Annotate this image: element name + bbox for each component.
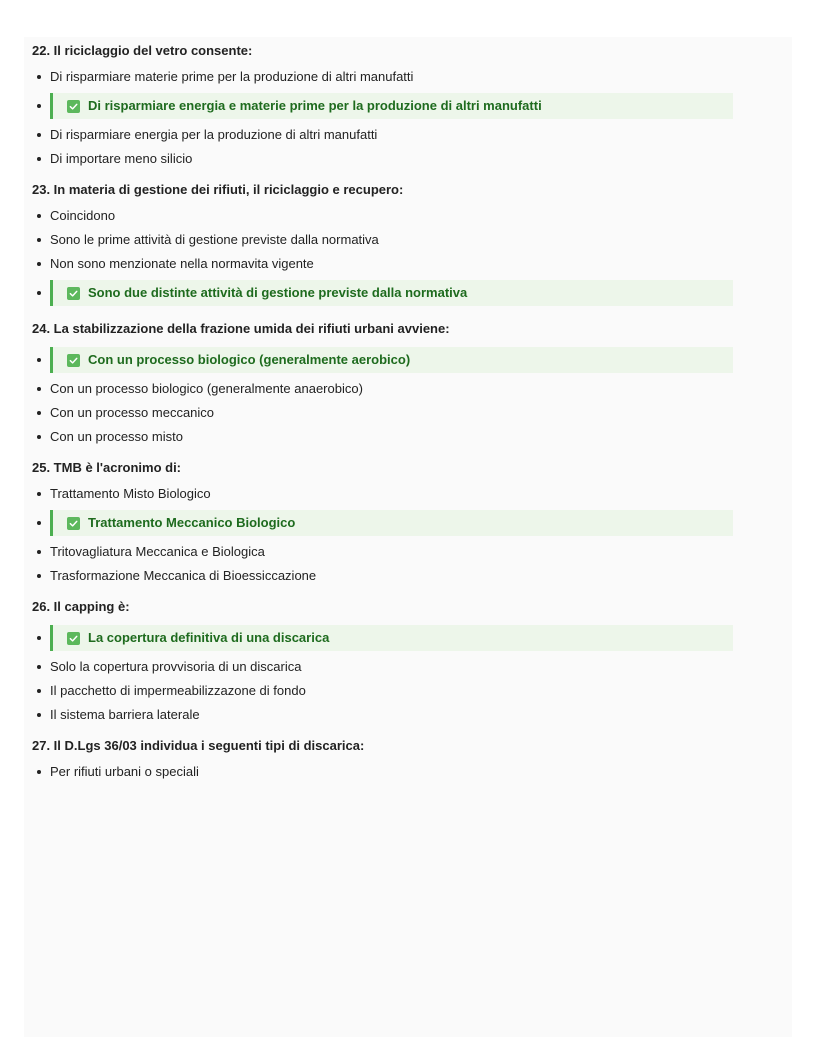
answer-text: Di risparmiare materie prime per la produzione di altri manufatti xyxy=(50,69,414,84)
answer-list xyxy=(32,625,784,723)
question-title: 25. TMB è l'acronimo di: xyxy=(32,460,182,475)
answer-item xyxy=(32,568,784,584)
correct-answer-text: La copertura definitiva di una discarica xyxy=(88,630,330,645)
answer-text: Il pacchetto di impermeabilizzazone di fondo xyxy=(50,683,306,698)
correct-answer-item xyxy=(32,280,784,306)
question-1 xyxy=(32,43,784,167)
correct-answer-item xyxy=(32,347,784,373)
answer-item xyxy=(32,707,784,723)
answer-text: Sono le prime attività di gestione previste dalla normativa xyxy=(50,232,379,247)
correct-answer-highlight xyxy=(50,280,733,306)
check-square-icon xyxy=(67,354,80,367)
answer-item xyxy=(32,544,784,560)
answer-text: Coincidono xyxy=(50,208,116,223)
answer-text: Tritovagliatura Meccanica e Biologica xyxy=(50,544,265,559)
correct-answer-text: Con un processo biologico (generalmente aerobico) xyxy=(88,352,411,367)
answer-list xyxy=(32,69,784,167)
question-title: 26. Il capping è: xyxy=(32,599,130,614)
answer-item xyxy=(32,151,784,167)
correct-answer-item xyxy=(32,93,784,119)
answer-text: Con un processo biologico (generalmente anaerobico) xyxy=(50,381,363,396)
answer-item xyxy=(32,659,784,675)
question-5 xyxy=(32,599,784,723)
correct-answer-text: Di risparmiare energia e materie prime per la produzione di altri manufatti xyxy=(88,98,542,113)
check-square-icon xyxy=(67,632,80,645)
answer-text: Trasformazione Meccanica di Bioessiccazione xyxy=(50,568,317,583)
answer-list xyxy=(32,347,784,445)
answer-list xyxy=(32,208,784,306)
answer-text: Per rifiuti urbani o speciali xyxy=(50,764,199,779)
correct-answer-highlight xyxy=(50,510,733,536)
answer-item xyxy=(32,208,784,224)
answer-item xyxy=(32,69,784,85)
question-2 xyxy=(32,182,784,306)
answer-item xyxy=(32,232,784,248)
answer-text: Con un processo meccanico xyxy=(50,405,215,420)
answer-item xyxy=(32,127,784,143)
answer-text: Trattamento Misto Biologico xyxy=(50,486,211,501)
answer-list xyxy=(32,764,784,780)
answer-text: Di risparmiare energia per la produzione di altri manufatti xyxy=(50,127,378,142)
question-4 xyxy=(32,460,784,584)
question-title: 27. Il D.Lgs 36/03 individua i seguenti tipi di discarica: xyxy=(32,738,365,753)
answer-item xyxy=(32,683,784,699)
answer-text: Con un processo misto xyxy=(50,429,183,444)
answer-list xyxy=(32,486,784,584)
answer-text: Solo la copertura provvisoria di un discarica xyxy=(50,659,302,674)
question-3 xyxy=(32,321,784,445)
answer-item xyxy=(32,256,784,272)
answer-text: Non sono menzionate nella normavita vigente xyxy=(50,256,314,271)
answer-item xyxy=(32,405,784,421)
answer-item xyxy=(32,486,784,502)
correct-answer-highlight xyxy=(50,625,733,651)
answer-item xyxy=(32,429,784,445)
correct-answer-text: Trattamento Meccanico Biologico xyxy=(88,515,296,530)
correct-answer-item xyxy=(32,510,784,536)
question-6 xyxy=(32,738,784,780)
quiz-page xyxy=(24,37,792,1037)
answer-item xyxy=(32,381,784,397)
correct-answer-item xyxy=(32,625,784,651)
check-square-icon xyxy=(67,287,80,300)
check-square-icon xyxy=(67,517,80,530)
answer-text: Il sistema barriera laterale xyxy=(50,707,200,722)
correct-answer-highlight xyxy=(50,93,733,119)
answer-text: Di importare meno silicio xyxy=(50,151,193,166)
check-square-icon xyxy=(67,100,80,113)
question-title: 22. Il riciclaggio del vetro consente: xyxy=(32,43,253,58)
question-title: 24. La stabilizzazione della frazione umida dei rifiuti urbani avviene: xyxy=(32,321,450,336)
question-title: 23. In materia di gestione dei rifiuti, il riciclaggio e recupero: xyxy=(32,182,404,197)
answer-item xyxy=(32,764,784,780)
correct-answer-text: Sono due distinte attività di gestione previste dalla normativa xyxy=(88,285,468,300)
correct-answer-highlight xyxy=(50,347,733,373)
